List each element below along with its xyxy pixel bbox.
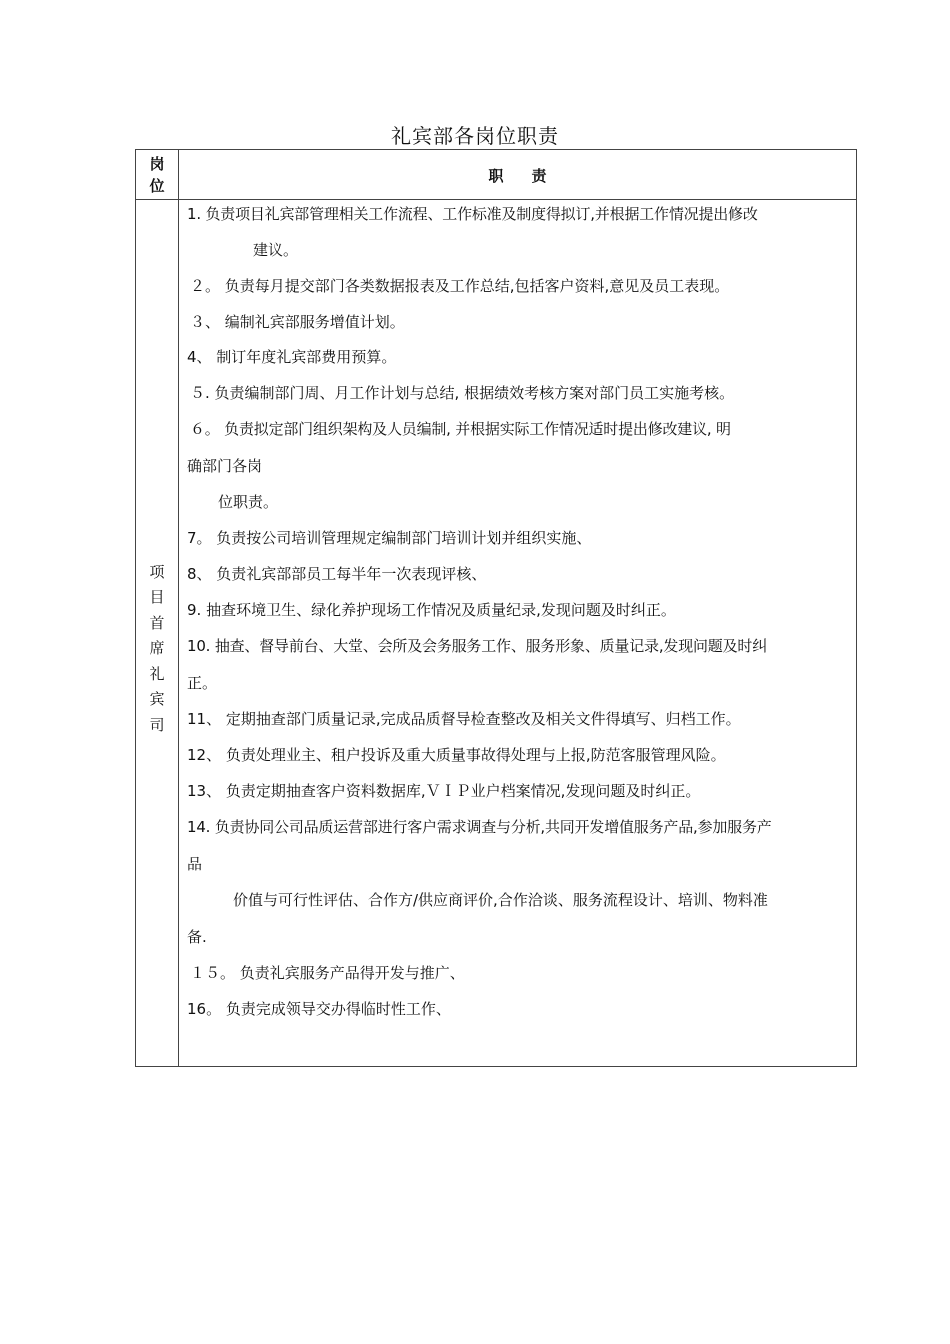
duty-line: 11、 定期抽查部门质量记录,完成品质督导检查整改及相关文件得填写、归档工作。 bbox=[187, 710, 741, 728]
column-divider bbox=[178, 150, 179, 1066]
post-name-label: 项目首席礼宾司 bbox=[149, 562, 165, 734]
duty-line: 品 bbox=[187, 855, 203, 873]
duty-line: 价值与可行性评估、合作方/供应商评价,合作洽谈、服务流程设计、培训、物料准 bbox=[233, 891, 768, 909]
post-name-cell bbox=[136, 200, 178, 1066]
duty-line: 9. 抽查环境卫生、绿化养护现场工作情况及质量纪录,发现问题及时纠正。 bbox=[187, 601, 676, 619]
header-duty-label: 职责 bbox=[488, 166, 575, 185]
duty-table bbox=[135, 149, 857, 1067]
header-post-cell bbox=[136, 150, 178, 200]
duty-line: ６。 负责拟定部门组织架构及人员编制, 并根据实际工作情况适时提出修改建议, 明 bbox=[190, 420, 731, 438]
duty-line: ５. 负责编制部门周、月工作计划与总结, 根据绩效考核方案对部门员工实施考核。 bbox=[190, 384, 735, 402]
header-post-label: 岗位 bbox=[149, 155, 165, 195]
duty-line: １５。 负责礼宾服务产品得开发与推广、 bbox=[190, 964, 465, 982]
document-title: 礼宾部各岗位职责 bbox=[391, 124, 559, 148]
duty-line: 正。 bbox=[187, 674, 218, 692]
duty-line: 13、 负责定期抽查客户资料数据库,ＶＩＰ业户档案情况,发现问题及时纠正。 bbox=[187, 782, 701, 800]
duty-line: 建议。 bbox=[253, 241, 299, 259]
table-header-row bbox=[136, 150, 856, 200]
duty-line: ２。 负责每月提交部门各类数据报表及工作总结,包括客户资料,意见及员工表现。 bbox=[190, 277, 730, 295]
duty-line: 14. 负责协同公司品质运营部进行客户需求调查与分析,共同开发增值服务产品,参加服务产 bbox=[187, 818, 772, 836]
duty-line: 备. bbox=[187, 928, 207, 946]
duty-line: 7。 负责按公司培训管理规定编制部门培训计划并组织实施、 bbox=[187, 529, 592, 547]
duty-line: 确部门各岗 bbox=[187, 457, 263, 475]
duty-line: ３、 编制礼宾部服务增值计划。 bbox=[190, 313, 405, 331]
duty-line: 位职责。 bbox=[218, 493, 279, 511]
duty-line: 4、 制订年度礼宾部费用预算。 bbox=[187, 348, 397, 366]
duty-line: 16。 负责完成领导交办得临时性工作、 bbox=[187, 1000, 451, 1018]
duty-line: 12、 负责处理业主、租户投诉及重大质量事故得处理与上报,防范客服管理风险。 bbox=[187, 746, 726, 764]
duty-line: 1. 负责项目礼宾部管理相关工作流程、工作标准及制度得拟订,并根据工作情况提出修改 bbox=[187, 205, 758, 223]
duty-line: 8、 负责礼宾部部员工每半年一次表现评核、 bbox=[187, 565, 487, 583]
duty-line: 10. 抽查、督导前台、大堂、会所及会务服务工作、服务形象、质量记录,发现问题及时纠 bbox=[187, 637, 767, 655]
